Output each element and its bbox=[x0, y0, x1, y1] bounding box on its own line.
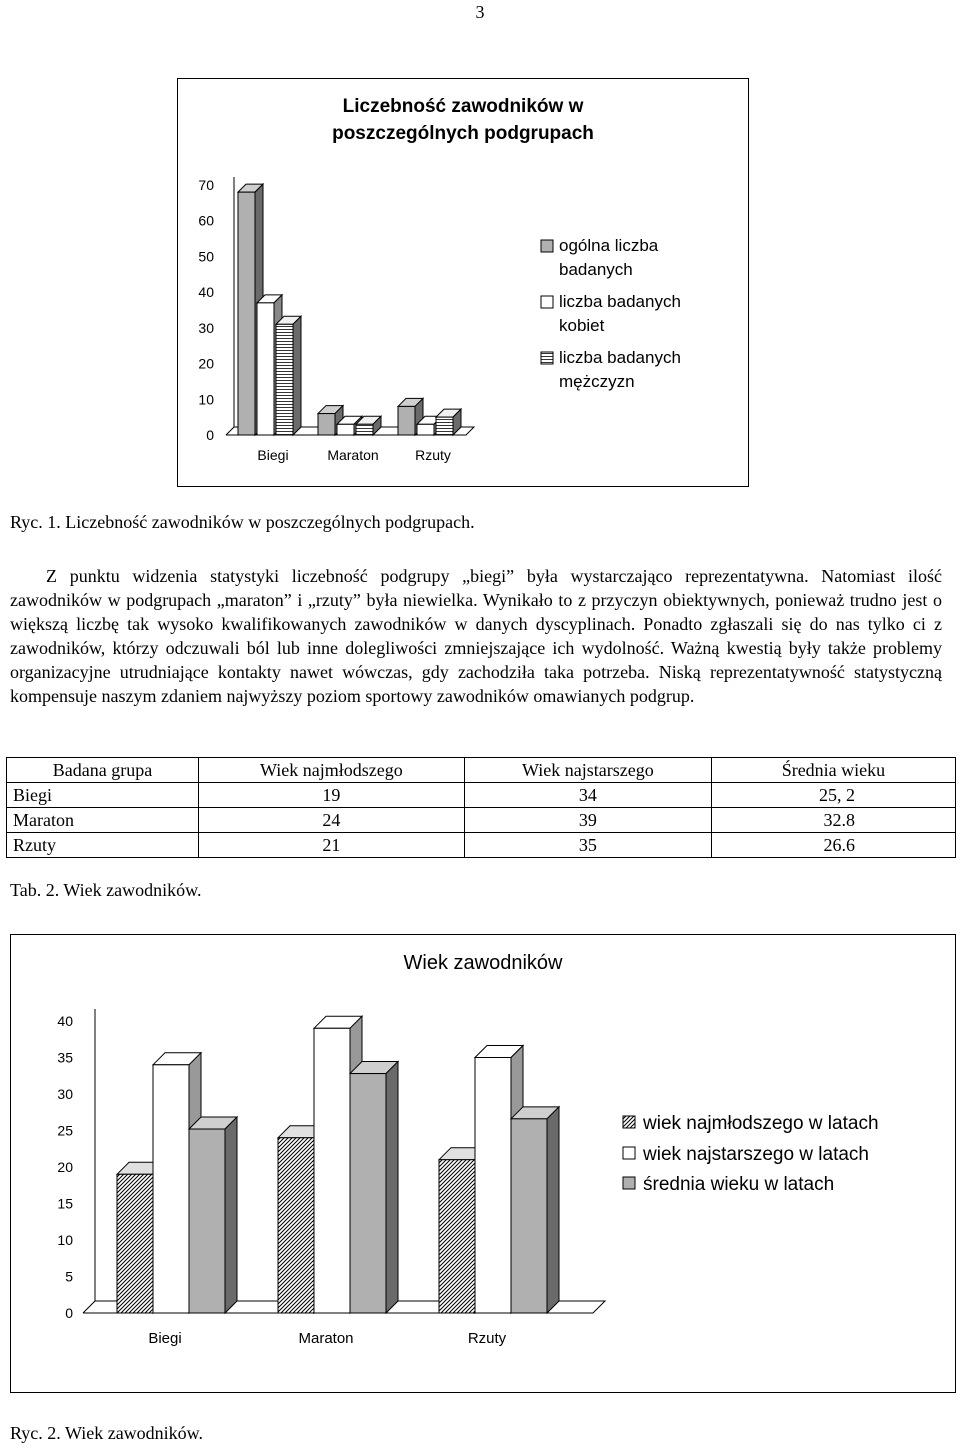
chart1-ytick: 60 bbox=[198, 212, 214, 229]
chart1-legend-label: liczba badanych bbox=[559, 292, 681, 311]
chart2-bar bbox=[511, 1107, 559, 1313]
chart1-ytick: 40 bbox=[198, 284, 214, 301]
chart1-ytick: 50 bbox=[198, 248, 214, 265]
header-average: Średnia wieku bbox=[711, 758, 955, 783]
table-header-row bbox=[7, 758, 956, 783]
chart1-title-line1: Liczebność zawodników w bbox=[342, 96, 584, 117]
chart2-legend-label: wiek najstarszego w latach bbox=[643, 1144, 869, 1165]
chart2-ytick: 25 bbox=[57, 1122, 73, 1139]
chart2-ytick: 35 bbox=[57, 1049, 73, 1066]
chart2-legend-label: wiek najmłodszego w latach bbox=[643, 1113, 879, 1134]
chart2-ytick: 15 bbox=[57, 1195, 73, 1212]
header-group: Badana grupa bbox=[7, 758, 199, 783]
page-number: 3 bbox=[475, 2, 485, 22]
chart2-legend-label: średnia wieku w latach bbox=[643, 1174, 835, 1195]
paragraph: Z punktu widzenia statystyki liczebność podgrupy „biegi” była wystarczająco reprezentatywna. Natomiast ilość zawodników w podgrupach „maraton” i „rzuty” była niewielka. Wynikało to z przyczyn obiektywnych, ponieważ trudno jest o większą liczbę tak wysoko kwalifikowanych zawodników w danych dyscyplinach. Ponadto zgłaszali się do nas tylko ci z zawodników, którzy odczuwali ból lub inne dolegliwości zmniejszające ich wydolność. Ważną kwestią były także problemy organizacyjne utrudniające kontakty nawet wówczas, gdy zachodziła taka potrzeba. Niską reprezentatywność statystyczną kompensuje naszym zdaniem najwyższy poziom sportowy zawodników omawianych podgrup. bbox=[10, 566, 942, 706]
chart1-xtick: Biegi bbox=[257, 447, 289, 463]
cell-oldest: 34 bbox=[464, 783, 711, 808]
chart1-ytick: 20 bbox=[198, 355, 214, 372]
chart1-legend-label: liczba badanych bbox=[559, 348, 681, 367]
chart1-legend-swatch bbox=[541, 352, 553, 364]
chart2-title: Wiek zawodników bbox=[403, 952, 563, 974]
chart2-legend-swatch bbox=[623, 1147, 635, 1159]
chart1-title-line2: poszczególnych podgrupach bbox=[332, 123, 594, 144]
chart1-ytick: 30 bbox=[198, 319, 214, 336]
chart2-ytick: 5 bbox=[65, 1268, 73, 1285]
cell-average: 26.6 bbox=[711, 833, 955, 858]
chart2-bar bbox=[350, 1062, 398, 1313]
chart2-legend-swatch bbox=[623, 1116, 635, 1128]
chart1-legend-label: mężczyzn bbox=[559, 372, 635, 391]
header-oldest: Wiek najstarszego bbox=[464, 758, 711, 783]
chart2-legend-swatch bbox=[623, 1177, 635, 1189]
cell-youngest: 19 bbox=[198, 783, 464, 808]
chart1-legend-swatch bbox=[541, 240, 553, 252]
cell-average: 32.8 bbox=[711, 808, 955, 833]
chart2-bar bbox=[189, 1117, 237, 1313]
table-row bbox=[7, 783, 956, 808]
chart-age bbox=[10, 934, 956, 1393]
cell-group: Maraton bbox=[7, 808, 199, 833]
chart1-xtick: Rzuty bbox=[415, 447, 451, 463]
cell-group: Biegi bbox=[7, 783, 199, 808]
header-youngest: Wiek najmłodszego bbox=[198, 758, 464, 783]
cell-youngest: 21 bbox=[198, 833, 464, 858]
figure-2-caption: Ryc. 2. Wiek zawodników. bbox=[10, 1423, 204, 1443]
chart1-legend-label: badanych bbox=[559, 260, 633, 279]
chart1-legend-label: ogólna liczba bbox=[559, 236, 659, 255]
chart2-ytick: 30 bbox=[57, 1086, 73, 1102]
chart1-ytick: 0 bbox=[206, 427, 214, 443]
table-caption: Tab. 2. Wiek zawodników. bbox=[10, 880, 202, 900]
chart-group-counts bbox=[177, 78, 749, 487]
chart2-ytick: 40 bbox=[57, 1013, 73, 1029]
chart2-ytick: 20 bbox=[57, 1159, 73, 1175]
chart2-xtick: Maraton bbox=[298, 1330, 354, 1347]
chart1-legend-swatch bbox=[541, 296, 553, 308]
cell-youngest: 24 bbox=[198, 808, 464, 833]
chart2-ytick: 0 bbox=[65, 1305, 73, 1321]
chart1-legend-label: kobiet bbox=[559, 316, 605, 335]
table-row bbox=[7, 833, 956, 858]
age-table bbox=[6, 757, 956, 858]
figure-1-caption: Ryc. 1. Liczebność zawodników w poszczególnych podgrupach. bbox=[10, 512, 475, 532]
chart1-xtick: Maraton bbox=[327, 447, 379, 463]
cell-average: 25, 2 bbox=[711, 783, 955, 808]
chart2-xtick: Biegi bbox=[148, 1330, 182, 1347]
cell-oldest: 39 bbox=[464, 808, 711, 833]
cell-group: Rzuty bbox=[7, 833, 199, 858]
chart1-bar bbox=[436, 409, 461, 435]
chart1-ytick: 70 bbox=[198, 177, 214, 193]
chart2-xtick: Rzuty bbox=[467, 1330, 507, 1347]
cell-oldest: 35 bbox=[464, 833, 711, 858]
table-row bbox=[7, 808, 956, 833]
chart2-ytick: 10 bbox=[57, 1232, 73, 1248]
chart1-bar bbox=[276, 316, 301, 435]
chart1-ytick: 10 bbox=[198, 391, 214, 408]
body-paragraph bbox=[10, 564, 942, 708]
